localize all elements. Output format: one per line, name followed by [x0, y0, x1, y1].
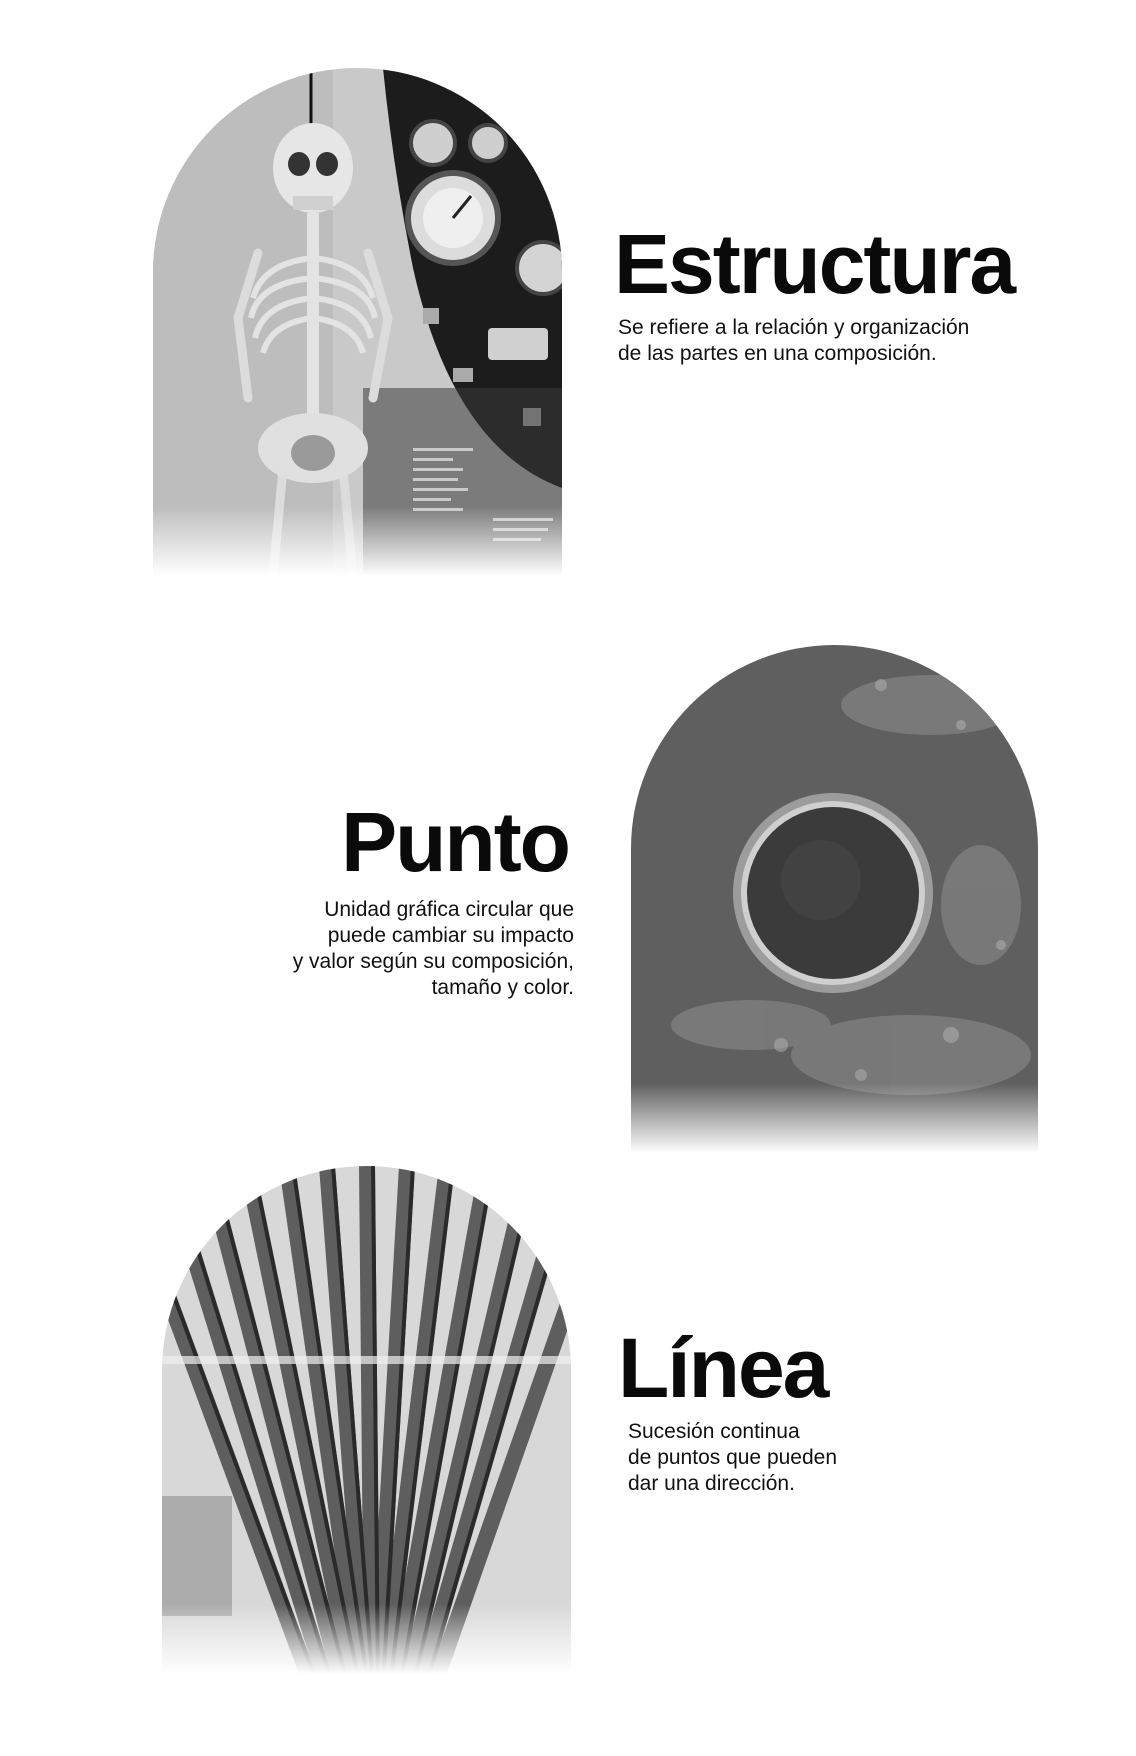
circle-lid-illustration — [631, 645, 1038, 1153]
section-description: Se refiere a la relación y organización de las partes en una composición. — [618, 316, 970, 365]
radiating-bars-photo — [162, 1166, 571, 1674]
section-title: Punto — [341, 795, 569, 889]
skeleton-illustration — [153, 68, 562, 576]
skeleton-photo — [153, 68, 562, 576]
section-title: Estructura — [614, 217, 1015, 311]
radiating-bars-illustration — [162, 1166, 571, 1674]
circle-lid-photo — [631, 645, 1038, 1153]
section-description: Sucesión continua de puntos que pueden dar una dirección. — [628, 1420, 838, 1495]
section-title: Línea — [618, 1321, 828, 1415]
section-description: Unidad gráfica circular que puede cambiar su impacto y valor según su composición, tamaño y color. — [292, 898, 574, 999]
